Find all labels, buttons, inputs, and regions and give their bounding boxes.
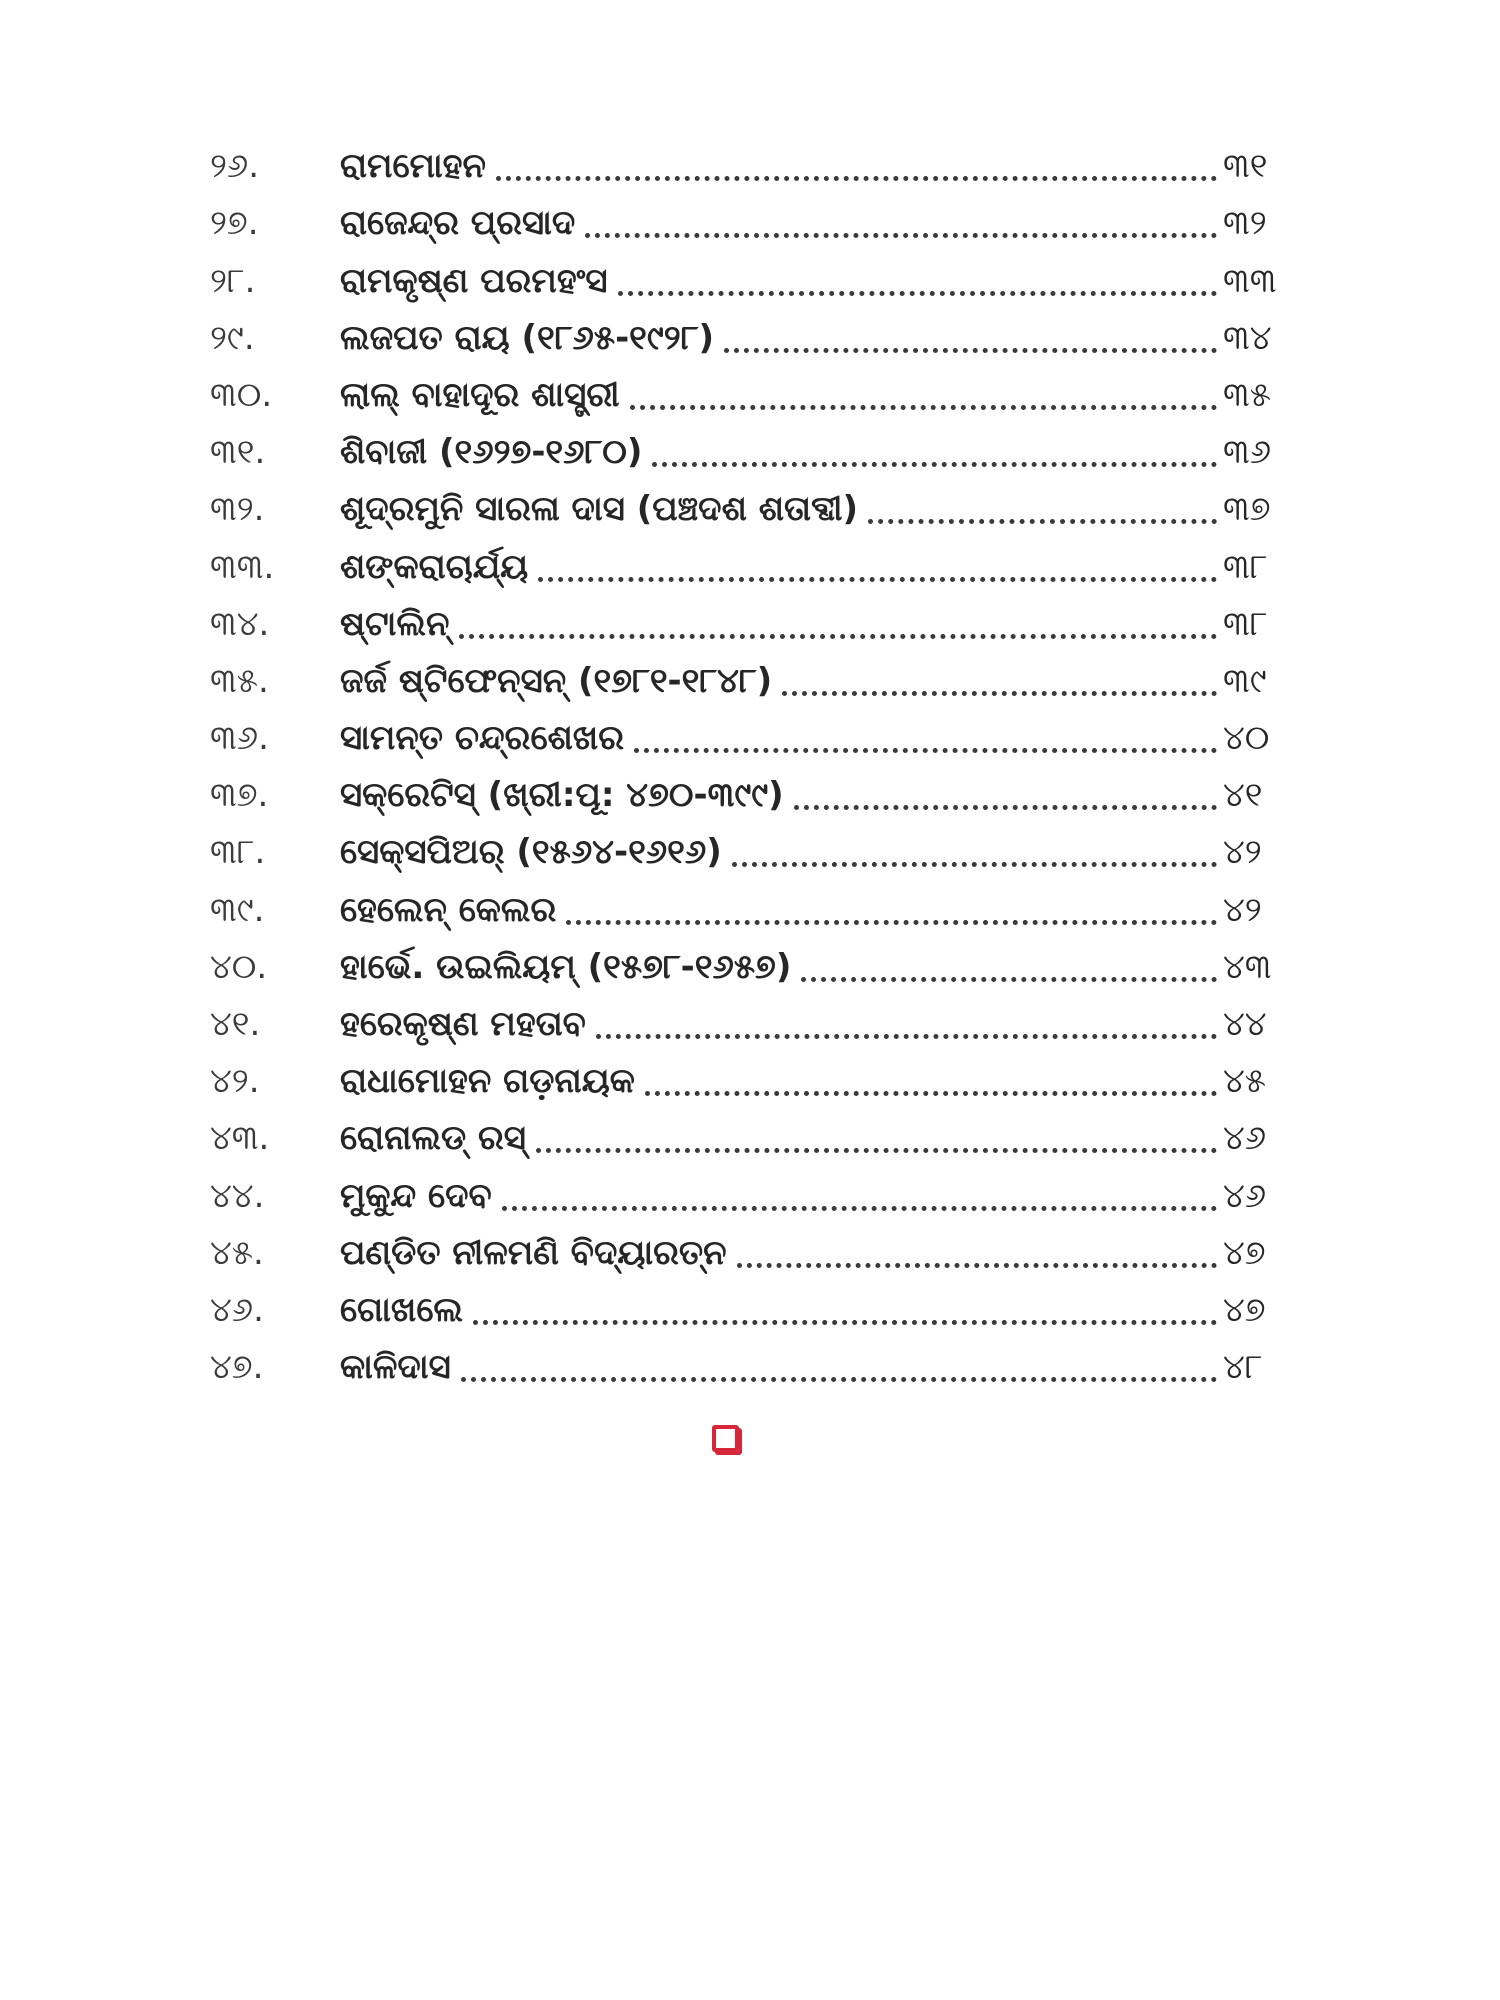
toc-entry-page-number: ୪୬ bbox=[1223, 1118, 1267, 1159]
dot-leader bbox=[502, 1198, 1217, 1211]
toc-entry-page-number: ୪୦ bbox=[1223, 718, 1270, 759]
dot-leader bbox=[538, 569, 1217, 582]
dot-leader bbox=[461, 1369, 1217, 1382]
table-of-contents bbox=[210, 130, 1285, 1388]
toc-entry-number: ୪୭. bbox=[210, 1347, 264, 1388]
toc-entry-title: ଗୋଖଲେ bbox=[340, 1289, 463, 1330]
toc-entry-page-number: ୩୧ bbox=[1223, 146, 1268, 187]
toc-entry-number: ୩୭. bbox=[210, 775, 269, 816]
toc-entry-title: ଶିବାଜୀ (୧୬୨୭-୧୬୮୦) bbox=[340, 432, 643, 473]
dot-leader bbox=[794, 797, 1217, 810]
toc-entry-title: ପଣ୍ଡିତ ନୀଳମଣି ବିଦ୍ୟାରତ୍ନ bbox=[340, 1232, 727, 1273]
dot-leader bbox=[496, 168, 1217, 181]
dot-leader bbox=[459, 626, 1217, 639]
toc-entry bbox=[210, 988, 1285, 1045]
toc-entry bbox=[210, 588, 1285, 645]
toc-entry-page-number: ୪୨ bbox=[1223, 889, 1262, 930]
toc-entry-number: ୩୧. bbox=[210, 432, 266, 473]
toc-entry bbox=[210, 931, 1285, 988]
toc-entry-title: ସକ୍ରେଟିସ୍ (ଖ୍ରୀ:ପୂ: ୪୭୦-୩୯୯) bbox=[340, 775, 784, 816]
dot-leader bbox=[536, 1140, 1217, 1153]
toc-entry bbox=[210, 416, 1285, 473]
toc-entry-title: ମୁକୁନ୍ଦ ଦେବ bbox=[340, 1175, 492, 1216]
toc-entry bbox=[210, 873, 1285, 930]
toc-entry-number: ୪୫. bbox=[210, 1232, 264, 1273]
toc-entry bbox=[210, 1331, 1285, 1388]
toc-entry-page-number: ୩୭ bbox=[1223, 489, 1271, 530]
toc-entry-number: ୨୬. bbox=[210, 146, 260, 187]
toc-entry-number: ୩୦. bbox=[210, 374, 273, 415]
toc-entry-page-number: ୪୪ bbox=[1223, 1004, 1267, 1044]
toc-entry-title: ହରେକୃଷ୍ଣ ମହତାବ bbox=[340, 1004, 586, 1044]
toc-entry bbox=[210, 1274, 1285, 1331]
toc-entry-title: ସେକ୍ସପିଅର୍ (୧୫୬୪-୧୬୧୬) bbox=[340, 832, 722, 873]
dot-leader bbox=[801, 969, 1217, 982]
toc-entry-number: ୩୮. bbox=[210, 832, 266, 873]
dot-leader bbox=[473, 1312, 1217, 1325]
toc-entry bbox=[210, 359, 1285, 416]
dot-leader bbox=[634, 740, 1217, 753]
toc-entry-title: ରାମମୋହନ bbox=[340, 146, 486, 187]
toc-entry-number: ୪୦. bbox=[210, 946, 268, 987]
toc-entry-number: ୨୯. bbox=[210, 317, 255, 358]
toc-entry-page-number: ୩୮ bbox=[1223, 603, 1268, 644]
dot-leader bbox=[618, 283, 1217, 296]
toc-entry-page-number: ୩୬ bbox=[1223, 432, 1272, 473]
toc-entry-number: ୩୫. bbox=[210, 660, 269, 701]
toc-entry bbox=[210, 244, 1285, 301]
toc-entry-number: ୪୨. bbox=[210, 1061, 260, 1102]
toc-entry-title: ଷ୍ଟାଲିନ୍ bbox=[340, 603, 450, 644]
toc-entry bbox=[210, 645, 1285, 702]
toc-entry-title: ରାଜେନ୍ଦ୍ର ପ୍ରସାଦ bbox=[340, 203, 576, 244]
dot-leader bbox=[732, 854, 1217, 867]
toc-entry-title: ରାଧାମୋହନ ଗଡ଼ନାୟକ bbox=[340, 1061, 635, 1102]
toc-entry-page-number: ୪୬ bbox=[1223, 1175, 1267, 1216]
toc-entry bbox=[210, 530, 1285, 587]
toc-entry-page-number: ୩୨ bbox=[1223, 203, 1267, 244]
dot-leader bbox=[724, 340, 1217, 353]
toc-entry-title: ଶଙ୍କରାଚାର୍ଯ୍ୟ bbox=[340, 546, 529, 587]
toc-entry-title: ହାର୍ଭେ. ଉଇଲିୟମ୍ (୧୫୭୮-୧୬୫୭) bbox=[340, 946, 792, 987]
toc-entry-page-number: ୪୩ bbox=[1223, 946, 1272, 987]
toc-entry bbox=[210, 1045, 1285, 1102]
toc-entry-title: କାଳିଦାସ bbox=[340, 1347, 451, 1388]
dot-leader bbox=[737, 1255, 1217, 1268]
toc-entry-title: ରାମକୃଷ୍ଣ ପରମହଂସ bbox=[340, 260, 608, 301]
toc-entry-number: ୪୧. bbox=[210, 1004, 261, 1044]
toc-entry bbox=[210, 302, 1285, 359]
toc-entry bbox=[210, 1102, 1285, 1159]
dot-leader bbox=[566, 912, 1217, 925]
dot-leader bbox=[630, 397, 1217, 410]
toc-entry bbox=[210, 702, 1285, 759]
dot-leader bbox=[782, 683, 1217, 696]
dot-leader bbox=[585, 225, 1217, 238]
toc-entry-title: ଶୂଦ୍ରମୁନି ସାରଳା ଦାସ (ପଞ୍ଚଦଶ ଶତାବ୍ଦୀ) bbox=[340, 489, 859, 530]
dot-leader bbox=[652, 454, 1217, 467]
toc-entry bbox=[210, 759, 1285, 816]
toc-entry-number: ୩୬. bbox=[210, 718, 269, 759]
toc-entry-title: ଲାଲ୍ ବାହାଦୂର ଶାସ୍ତ୍ରୀ bbox=[340, 374, 620, 415]
toc-entry-page-number: ୪୫ bbox=[1223, 1061, 1267, 1102]
toc-entry-number: ୪୩. bbox=[210, 1118, 270, 1159]
toc-entry-number: ୪୬. bbox=[210, 1289, 264, 1330]
toc-entry-title: ଲଜପତ ରାୟ (୧୮୬୫-୧୯୨୮) bbox=[340, 317, 715, 358]
dot-leader bbox=[868, 511, 1217, 524]
end-mark-icon bbox=[712, 1425, 739, 1452]
toc-entry bbox=[210, 1217, 1285, 1274]
toc-entry-number: ୪୪. bbox=[210, 1175, 265, 1216]
toc-entry-page-number: ୩୯ bbox=[1223, 660, 1267, 701]
toc-entry-number: ୩୩. bbox=[210, 546, 275, 587]
toc-entry-page-number: ୩୫ bbox=[1223, 374, 1271, 415]
toc-entry-title: ସାମନ୍ତ ଚନ୍ଦ୍ରଶେଖର bbox=[340, 718, 624, 759]
toc-entry-page-number: ୩୩ bbox=[1223, 260, 1277, 301]
toc-entry bbox=[210, 816, 1285, 873]
toc-entry-number: ୩୯. bbox=[210, 889, 265, 930]
dot-leader bbox=[645, 1083, 1217, 1096]
toc-entry bbox=[210, 1159, 1285, 1216]
toc-entry-page-number: ୪୧ bbox=[1223, 775, 1263, 816]
toc-entry-title: ଜର୍ଜ ଷ୍ଟିଫେନ୍‌ସନ୍ (୧୭୮୧-୧୮୪୮) bbox=[340, 660, 773, 701]
toc-entry-page-number: ୪୭ bbox=[1223, 1232, 1266, 1273]
toc-entry-page-number: ୪୮ bbox=[1223, 1347, 1263, 1388]
toc-entry-page-number: ୩୮ bbox=[1223, 546, 1268, 587]
toc-entry-number: ୩୨. bbox=[210, 489, 265, 530]
toc-entry-page-number: ୩୪ bbox=[1223, 317, 1272, 358]
toc-entry-number: ୩୪. bbox=[210, 603, 270, 644]
toc-entry-page-number: ୪୭ bbox=[1223, 1289, 1266, 1330]
toc-entry-number: ୨୮. bbox=[210, 260, 256, 301]
toc-entry bbox=[210, 187, 1285, 244]
toc-entry-title: ରୋନାଲଡ୍ ରସ୍ bbox=[340, 1118, 526, 1159]
toc-entry-number: ୨୭. bbox=[210, 203, 259, 244]
toc-entry bbox=[210, 130, 1285, 187]
toc-entry-title: ହେଲେନ୍ କେଲର bbox=[340, 889, 557, 930]
toc-entry-page-number: ୪୨ bbox=[1223, 832, 1262, 873]
toc-entry bbox=[210, 473, 1285, 530]
dot-leader bbox=[596, 1026, 1217, 1039]
